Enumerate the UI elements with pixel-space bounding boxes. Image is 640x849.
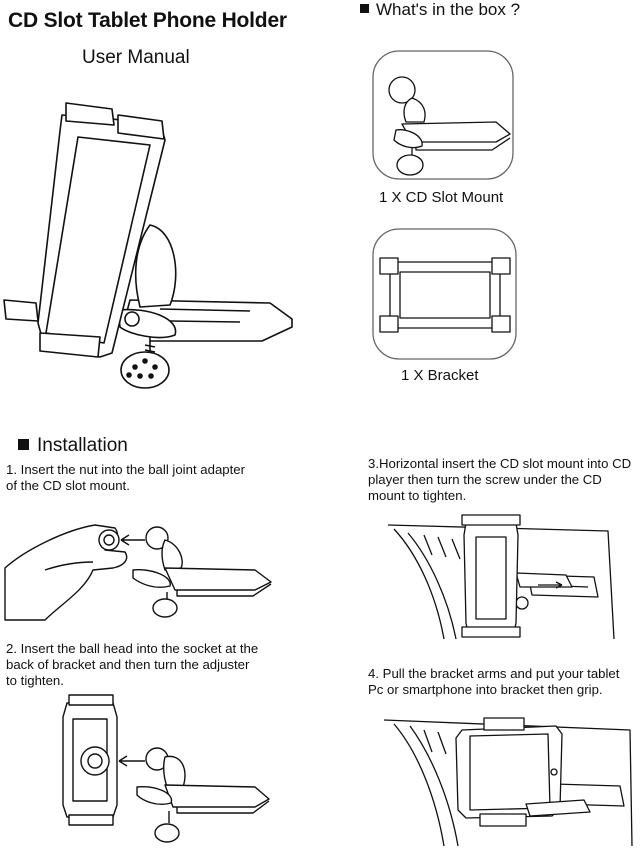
install-step-2-text: 2. Insert the ball head into the socket at the back of bracket and then turn the adjuster to tighten. [6, 641, 259, 688]
install-step-1-text: 1. Insert the nut into the ball joint adapter of the CD slot mount. [6, 462, 245, 493]
box-contents-heading [360, 0, 520, 20]
bracket-caption: 1 X Bracket [401, 367, 479, 384]
square-bullet-icon [18, 439, 29, 450]
step-4-illustration [384, 700, 634, 846]
manual-title: CD Slot Tablet Phone Holder [8, 9, 287, 32]
manual-subtitle: User Manual [82, 47, 190, 68]
step-3-illustration [388, 515, 628, 640]
install-step-4-text: 4. Pull the bracket arms and put your tablet Pc or smartphone into bracket then grip. [368, 666, 620, 697]
installation-heading-text: Installation [37, 435, 128, 456]
installation-heading [18, 435, 128, 458]
install-step-3-text: 3.Horizontal insert the CD slot mount into CD player then turn the screw under the CD mount to tighten. [368, 456, 632, 503]
cd-slot-mount-thumbnail [372, 50, 514, 180]
bracket-thumbnail [372, 228, 517, 360]
step-1-illustration [5, 510, 275, 620]
step-2-illustration [55, 695, 270, 845]
square-bullet-icon [360, 4, 369, 13]
box-heading-text: What's in the box ? [376, 0, 521, 19]
product-illustration [0, 95, 300, 395]
cd-slot-mount-caption: 1 X CD Slot Mount [379, 189, 504, 206]
